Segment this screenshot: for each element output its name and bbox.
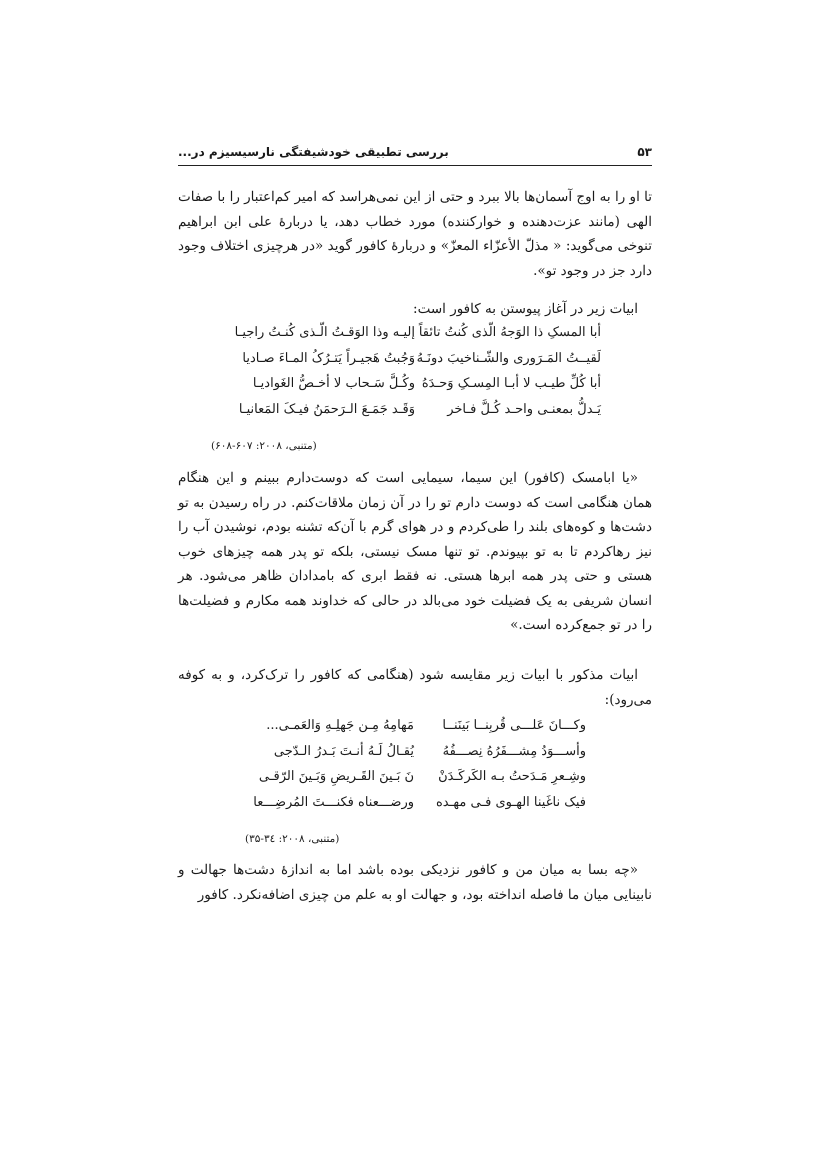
verse	[244, 739, 586, 765]
hemistich-first: أبا المسکِ ذا الوَجهُ الّذی کُنتُ تائقاً	[418, 325, 601, 340]
page-header	[178, 141, 652, 163]
hemistich-first: لَقیــتُ المَـرَوری والشّـناخیبَ دونَـهُ	[416, 350, 601, 366]
header-rule	[178, 165, 652, 166]
verse	[244, 790, 586, 816]
intro-text: ابیات مذکور با ابیات زیر مقایسه شود (هنگامی که کافور را ترک‌کرد، و به کوفه می‌رود):	[178, 667, 652, 708]
page-number: ۵۳	[637, 145, 652, 159]
citation-2: (متنبی، ۲۰۰۸: ۳٤-۳۵)	[245, 833, 340, 845]
hemistich-second: وکُـلَّ سَـحاب لا أخـصُّ الغَوادیـا	[252, 376, 415, 391]
paragraph-1	[178, 185, 652, 283]
hemistich-second: إلیـه وذا الوَقـتُ الّـذی کُنـتُ راجیـا	[234, 325, 415, 340]
verse	[225, 371, 601, 397]
running-title: بررسی تطبیقی خودشیفتگی نارسیسیزم در...	[178, 145, 449, 159]
paragraph-3	[178, 858, 652, 907]
poem-1-intro	[178, 297, 652, 322]
hemistich-second: یُقـالُ لَـهُ أنـتَ بَـدرُ الـدّجی	[273, 743, 414, 759]
verse	[225, 397, 601, 423]
hemistich-first: وأســـوَدُ مِشـــفَرُهُ نِصـــفُهُ	[442, 743, 586, 759]
hemistich-first: وکـــانَ عَلـــی قُربِنــا بَینَنــا	[442, 718, 586, 733]
verse	[244, 713, 586, 739]
verse	[225, 346, 601, 372]
hemistich-first: وشِـعرِ مَـدَحتُ بـه الکَرکَـدَنْ	[438, 769, 586, 784]
intro-text: ابیات زیر در آغاز پیوستن به کافور است:	[413, 301, 638, 317]
hemistich-second: نَ بَـینَ القَـریضِ وَبَـینَ الرّقـی	[258, 769, 414, 784]
poem-2-intro	[178, 663, 652, 712]
paragraph-text: «یا ابامسک (کافور) این سیما، سیمایی است که دوست‌دارم ببینم و این هنگام همان هنگامی است که دوست دارم تو را در آن زمان ملاقات‌کنم. در راه رسیدن به تو دشت‌ها و کوه‌های بلند را طی‌کردم و در هوای گرم با آن‌که تشنه بودم، نوشیدن آب را نیز رهاکردم تا به تو بپیوندم. تو تنها مسک نیستی، بلکه تو پدر همه چیزهای خوب هستی و حتی پدر همه ابرها هستی. نه فقط ابری که بامدادان ظاهر می‌شود. هر انسان شریفی به یک فضیلت خود می‌بالد در حالی که خداوند همه مکارم و فضیلت‌ها را در تو جمع‌کرده است.»	[178, 470, 652, 633]
hemistich-second: مَهامِهُ مِـن جَهلِـهِ وَالعَمـی...	[266, 718, 414, 733]
hemistich-first: فیک ناغَینا الهـوی فـی مهـده	[435, 794, 586, 810]
citation-1: (متنبی، ۲۰۰۸: ۶۰۷-۶۰۸)	[211, 440, 317, 452]
poem-1	[225, 320, 601, 422]
paragraph-text: تا او را به اوج آسمان‌ها بالا ببرد و حتی از این نمی‌هراسد که امیر کم‌اعتبار را با صفات الهی (مانند عزت‌دهنده و خوارکننده) مورد خطاب دهد، یا دربارهٔ علی ابن ابراهیم تنوخی می‌گوید: « مذلّ الأعزّاء المعزّ» و دربارهٔ کافور گوید «در هرچیزی اختلاف وجود دارد جز در وجود تو».	[178, 189, 652, 279]
verse	[225, 320, 601, 346]
hemistich-second: وَقَـد جَمَـعَ الـرَحمَنُ فیـکَ المَعانیـا	[238, 401, 415, 417]
paragraph-text: «چه بسا به میان من و کافور نزدیکی بوده باشد اما به اندازهٔ دشت‌ها جهالت و نابینایی میان ما فاصله انداخته بود، و جهالت او به علم من چیزی اضافه‌نکرد. کافور	[178, 862, 652, 903]
hemistich-first: أبا کُلِّ طیـب لا أبـا المِسـکِ وَحـدَهُ	[421, 376, 601, 391]
verse	[244, 764, 586, 790]
hemistich-second: ورضـــعناه فکنـــتَ المُرضِـــعا	[253, 794, 414, 810]
poem-2	[244, 713, 586, 815]
hemistich-first: یَـدلُّ بمعنـی واحـد کُـلَّ فـاخر	[447, 401, 601, 417]
hemistich-second: وَجُبتُ هَجیـراً یَتـرُکُ المـاءَ صـادیا	[242, 350, 415, 366]
paragraph-2	[178, 466, 652, 638]
